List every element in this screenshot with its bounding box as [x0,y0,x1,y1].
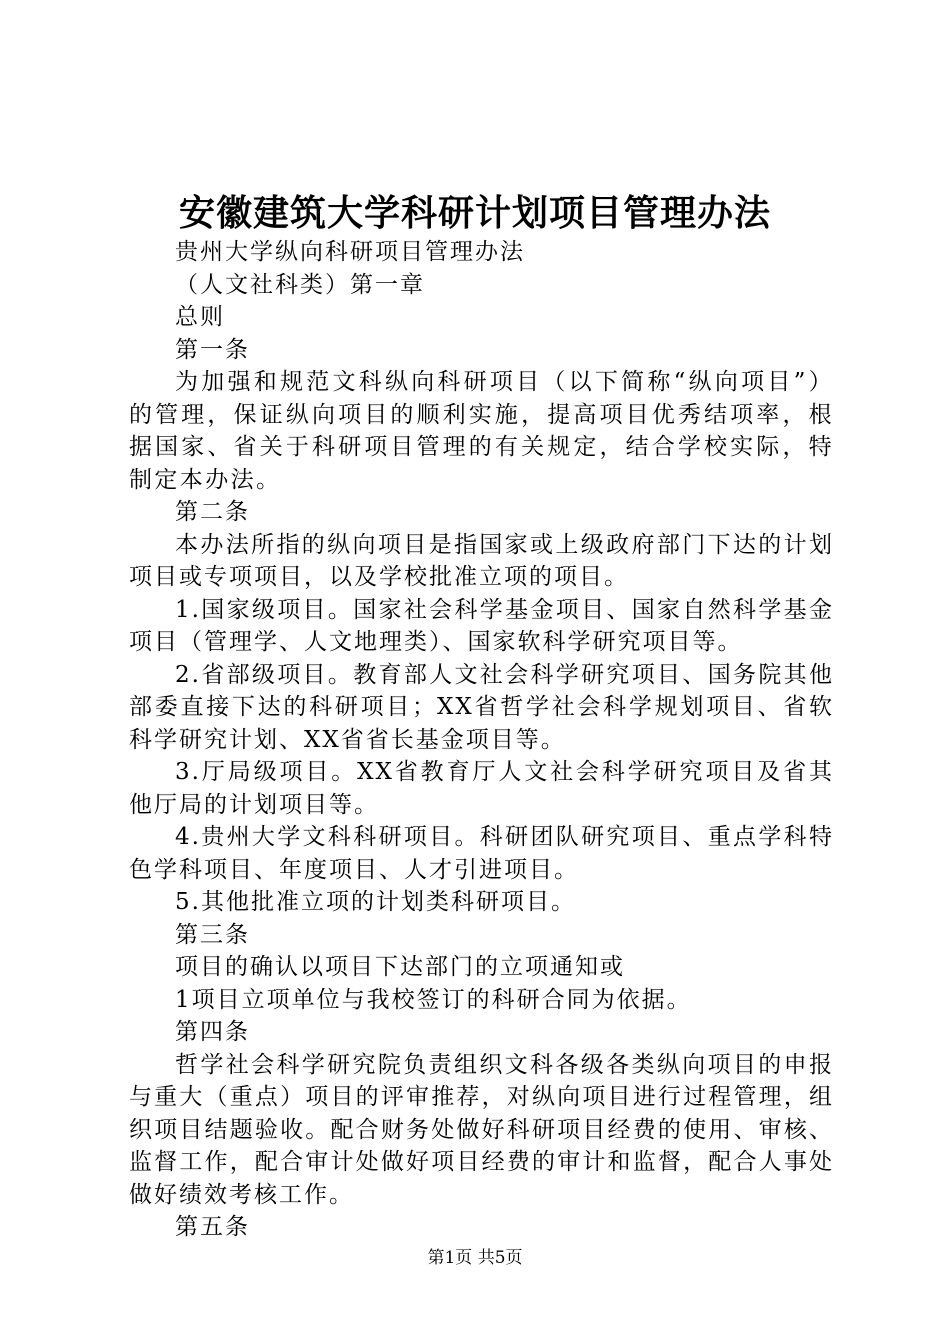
subtitle-line: 贵州大学纵向科研项目管理办法 [175,239,525,265]
list-item: 4.贵州大学文科科研项目。科研团队研究项目、重点学科特色学科项目、年度项目、人才引进项目。 [129,824,834,883]
article-heading: 第三条 [175,921,250,948]
list-item: 1.国家级项目。国家社会科学基金项目、国家自然科学基金项目（管理学、人文地理类）、国家软科学研究项目等。 [129,596,834,655]
page-number: 第1页 共5页 [427,1248,523,1268]
article-paragraph: 哲学社会科学研究院负责组织文科各级各类纵向项目的申报与重大（重点）项目的评审推荐，对纵向项目进行过程管理，组织项目结题验收。配合财务处做好科研项目经费的使用、审核、监督工作，配合审计处做好项目经费的审计和监督，配合人事处做好绩效考核工作。 [129,1051,834,1208]
document-title: 安徽建筑大学科研计划项目管理办法 [178,192,771,234]
section-heading: 总则 [175,304,225,330]
list-item: 2.省部级项目。教育部人文社会科学研究项目、国务院其他部委直接下达的科研项目；XX省哲学社会科学规划项目、省软科学研究计划、XX省省长基金项目等。 [129,661,834,753]
chapter-line: （人文社科类）第一章 [175,271,425,298]
article-paragraph: 为加强和规范文科纵向科研项目（以下简称“纵向项目”）的管理，保证纵向项目的顺利实施，提高项目优秀结项率，根据国家、省关于科研项目管理的有关规定，结合学校实际，特制定本办法。 [129,369,834,493]
article-heading: 第五条 [175,1214,250,1240]
list-item: 5.其他批准立项的计划类科研项目。 [175,889,576,915]
article-paragraph: 1项目立项单位与我校签订的科研合同为依据。 [175,986,692,1013]
article-heading: 第一条 [175,336,250,363]
list-item: 3.厅局级项目。XX省教育厅人文社会科学研究项目及省其他厅局的计划项目等。 [129,759,834,818]
article-paragraph: 本办法所指的纵向项目是指国家或上级政府部门下达的计划项目或专项项目，以及学校批准立项的项目。 [129,531,834,590]
document-body [129,236,834,1244]
article-paragraph: 项目的确认以项目下达部门的立项通知或 [175,954,625,980]
article-heading: 第四条 [175,1019,250,1045]
article-heading: 第二条 [175,499,250,525]
